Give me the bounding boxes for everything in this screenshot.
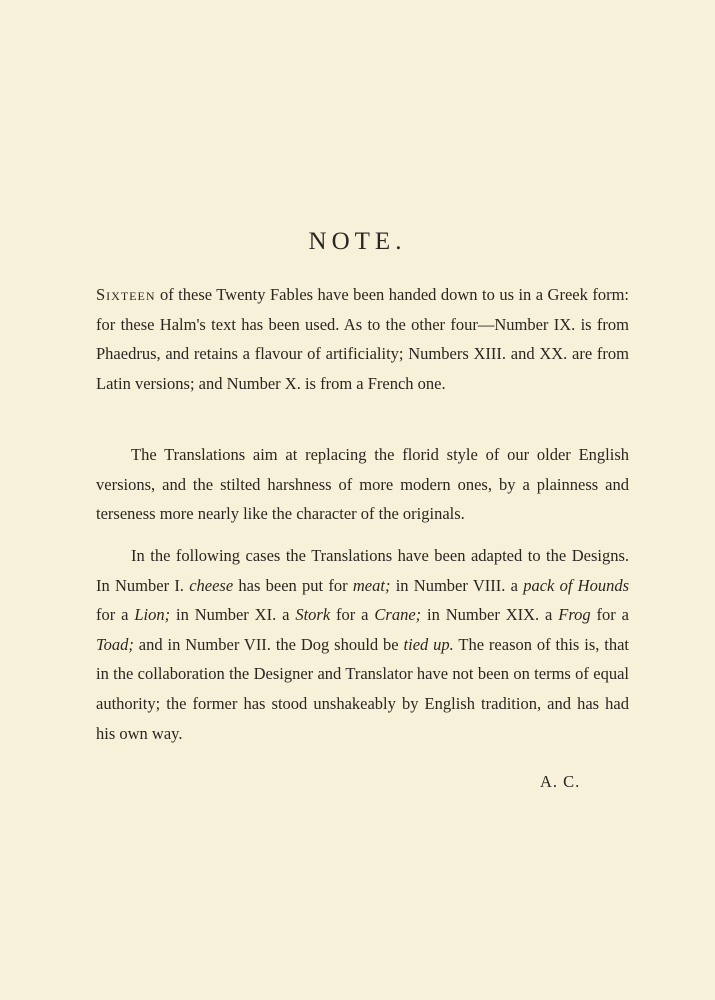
italic-term: Stork: [295, 605, 331, 625]
lead-word: Sixteen: [96, 285, 156, 304]
text-run: in Number XI. a: [170, 605, 296, 625]
italic-term: Lion;: [134, 605, 171, 625]
page-title: NOTE.: [308, 228, 407, 255]
text-run: for a: [590, 605, 629, 625]
text-run: for a: [330, 605, 375, 625]
paragraph-adaptations: [96, 541, 629, 748]
text-run: for a: [96, 605, 135, 625]
italic-term: Crane;: [374, 605, 422, 625]
text-run: and in Number VII. the Dog should be: [133, 634, 404, 654]
paragraph-translations: The Translations aim at replacing the florid style of our older English versions, and the stilted harshness of more modern ones, by a plainness and terseness more nearly like the character of the originals.: [96, 445, 629, 524]
paragraph-sources: [96, 280, 629, 398]
italic-term: pack of Hounds: [523, 575, 630, 595]
italic-term: cheese: [189, 575, 234, 595]
paragraph-text: of these Twenty Fables have been handed down to us in a Greek form: for these Halm's text has been used. As to the other four—Number IX. is from Phaedrus, and retains a flavour of artificiality; Numbers XIII. and XX. are from Latin versions; and Number X. is from a French one.: [96, 285, 629, 393]
text-run: in Number XIX. a: [421, 605, 559, 625]
text-run: in Number VIII. a: [390, 575, 524, 595]
italic-term: Frog: [558, 605, 591, 625]
italic-term: Toad;: [96, 634, 134, 654]
text-run: The reason of this is, that in the collaboration the Designer and Translator have not been on terms of equal authority; the former has stood unshakeably by English tradition, and has had his own way.: [96, 634, 629, 743]
signature: A. C.: [540, 772, 581, 791]
italic-term: meat;: [352, 575, 391, 595]
text-run: has been put for: [233, 575, 353, 595]
italic-term: tied up.: [403, 634, 454, 654]
text-run: In the following cases the Translations have been adapted to the Designs. In Number I.: [96, 546, 629, 595]
